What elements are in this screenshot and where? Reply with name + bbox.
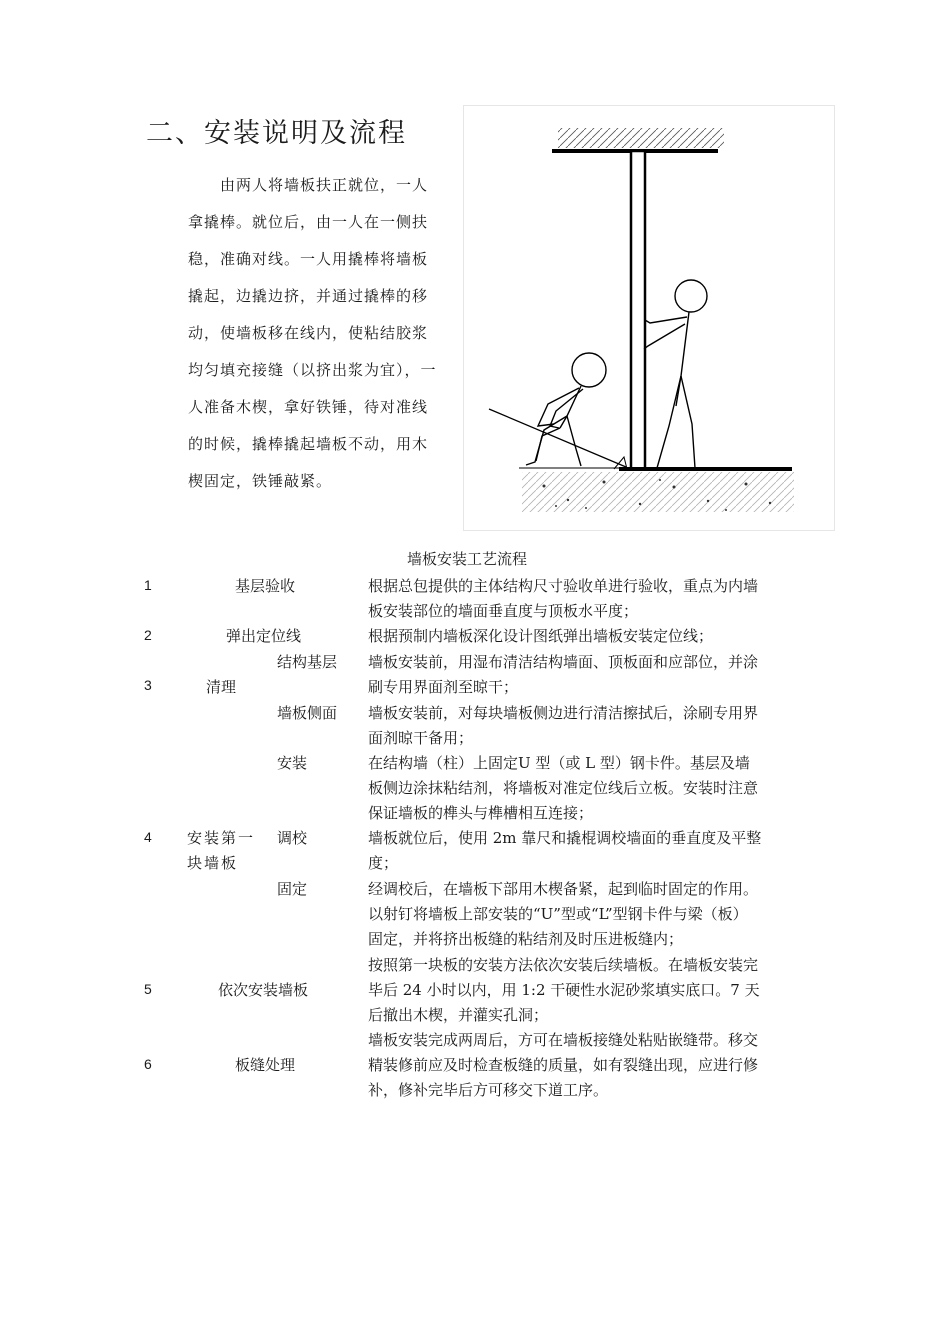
ceiling-hatch [558, 128, 724, 148]
step-description-line: 根据总包提供的主体结构尺寸验收单进行验收，重点为内墙 [368, 577, 759, 595]
step-number: 3 [144, 677, 152, 693]
step-description-line: 以射钉将墙板上部安装的“U”型或“L”型钢卡件与梁（板） [368, 905, 748, 923]
sub-step-label: 安装 [277, 754, 308, 772]
step-number: 4 [144, 829, 152, 845]
step-description-line: 固定，并将挤出板缝的粘结剂及时压进板缝内； [368, 930, 684, 948]
step-name: 基层验收 [235, 577, 296, 595]
step-description-line: 毕后 24 小时以内，用 1:2 干硬性水泥砂浆填实底口。7 天 [368, 981, 760, 999]
crowbar [489, 409, 626, 467]
intro-line: 楔固定，铁锤敲紧。 [188, 472, 333, 490]
step-name: 依次安装墙板 [218, 981, 309, 999]
sub-step-label: 固定 [277, 880, 308, 898]
standing-worker [644, 280, 707, 468]
step-description-line: 保证墙板的榫头与榫槽相互连接； [368, 804, 594, 822]
installation-figure [463, 105, 835, 531]
step-description-line: 墙板安装前，用湿布清洁结构墙面、顶板面和应部位，并涂 [368, 653, 759, 671]
step-number: 1 [144, 577, 152, 593]
step-description-line: 刷专用界面剂至晾干； [368, 678, 519, 696]
intro-line: 动，使墙板移在线内，使粘结胶浆 [188, 324, 429, 342]
step-name: 块墙板 [187, 854, 239, 872]
intro-line: 均匀填充接缝（以挤出浆为宜），一 [188, 361, 437, 379]
step-description-line: 面剂晾干备用； [368, 729, 474, 747]
wall-panel-installation-illustration-icon [464, 106, 836, 532]
intro-line: 的时候，撬棒撬起墙板不动，用木 [188, 435, 429, 453]
step-description-line: 按照第一块板的安装方法依次安装后续墙板。在墙板安装完 [368, 956, 759, 974]
step-name: 安装第一 [187, 829, 256, 847]
step-number: 2 [144, 627, 152, 643]
kneeling-worker [526, 353, 606, 466]
process-flow-title: 墙板安装工艺流程 [407, 550, 528, 568]
step-description-line: 精装修前应及时检查板缝的质量，如有裂缝出现，应进行修 [368, 1056, 759, 1074]
intro-line: 由两人将墙板扶正就位，一人 [188, 176, 429, 194]
sub-step-label: 结构基层 [277, 653, 338, 671]
step-description-line: 度； [368, 854, 399, 872]
step-number: 6 [144, 1056, 152, 1072]
step-description-line: 墙板安装完成两周后，方可在墙板接缝处粘贴嵌缝带。移交 [368, 1031, 759, 1049]
step-description-line: 后撤出木楔，并灌实孔洞； [368, 1006, 549, 1024]
step-description-line: 板安装部位的墙面垂直度与顶板水平度； [368, 602, 639, 620]
step-description-line: 补，修补完毕后方可移交下道工序。 [368, 1081, 609, 1099]
step-name: 清理 [206, 678, 237, 696]
step-description-line: 墙板安装前，对每块墙板侧边进行清洁擦拭后，涂刷专用界 [368, 704, 759, 722]
sub-step-label: 调校 [277, 829, 308, 847]
step-description-line: 根据预制内墙板深化设计图纸弹出墙板安装定位线； [368, 627, 714, 645]
intro-line: 拿撬棒。就位后，由一人在一侧扶 [188, 213, 429, 231]
step-name: 弹出定位线 [226, 627, 302, 645]
wall-panel [631, 151, 645, 469]
step-description-line: 在结构墙（柱）上固定U 型（或 L 型）钢卡件。基层及墙 [368, 754, 750, 772]
sub-step-label: 墙板侧面 [277, 704, 338, 722]
section-title: 二、安装说明及流程 [146, 118, 407, 149]
step-description-line: 板侧边涂抹粘结剂，将墙板对准定位线后立板。安装时注意 [368, 779, 759, 797]
intro-line: 稳，准确对线。一人用撬棒将墙板 [188, 250, 429, 268]
floor-hatch [522, 472, 794, 512]
intro-line: 人准备木楔，拿好铁锤，待对准线 [188, 398, 429, 416]
step-description-line: 经调校后，在墙板下部用木楔备紧，起到临时固定的作用。 [368, 880, 759, 898]
step-name: 板缝处理 [235, 1056, 296, 1074]
step-number: 5 [144, 981, 152, 997]
step-description-line: 墙板就位后，使用 2m 靠尺和撬棍调校墙面的垂直度及平整 [368, 829, 762, 847]
intro-line: 撬起，边撬边挤，并通过撬棒的移 [188, 287, 429, 305]
